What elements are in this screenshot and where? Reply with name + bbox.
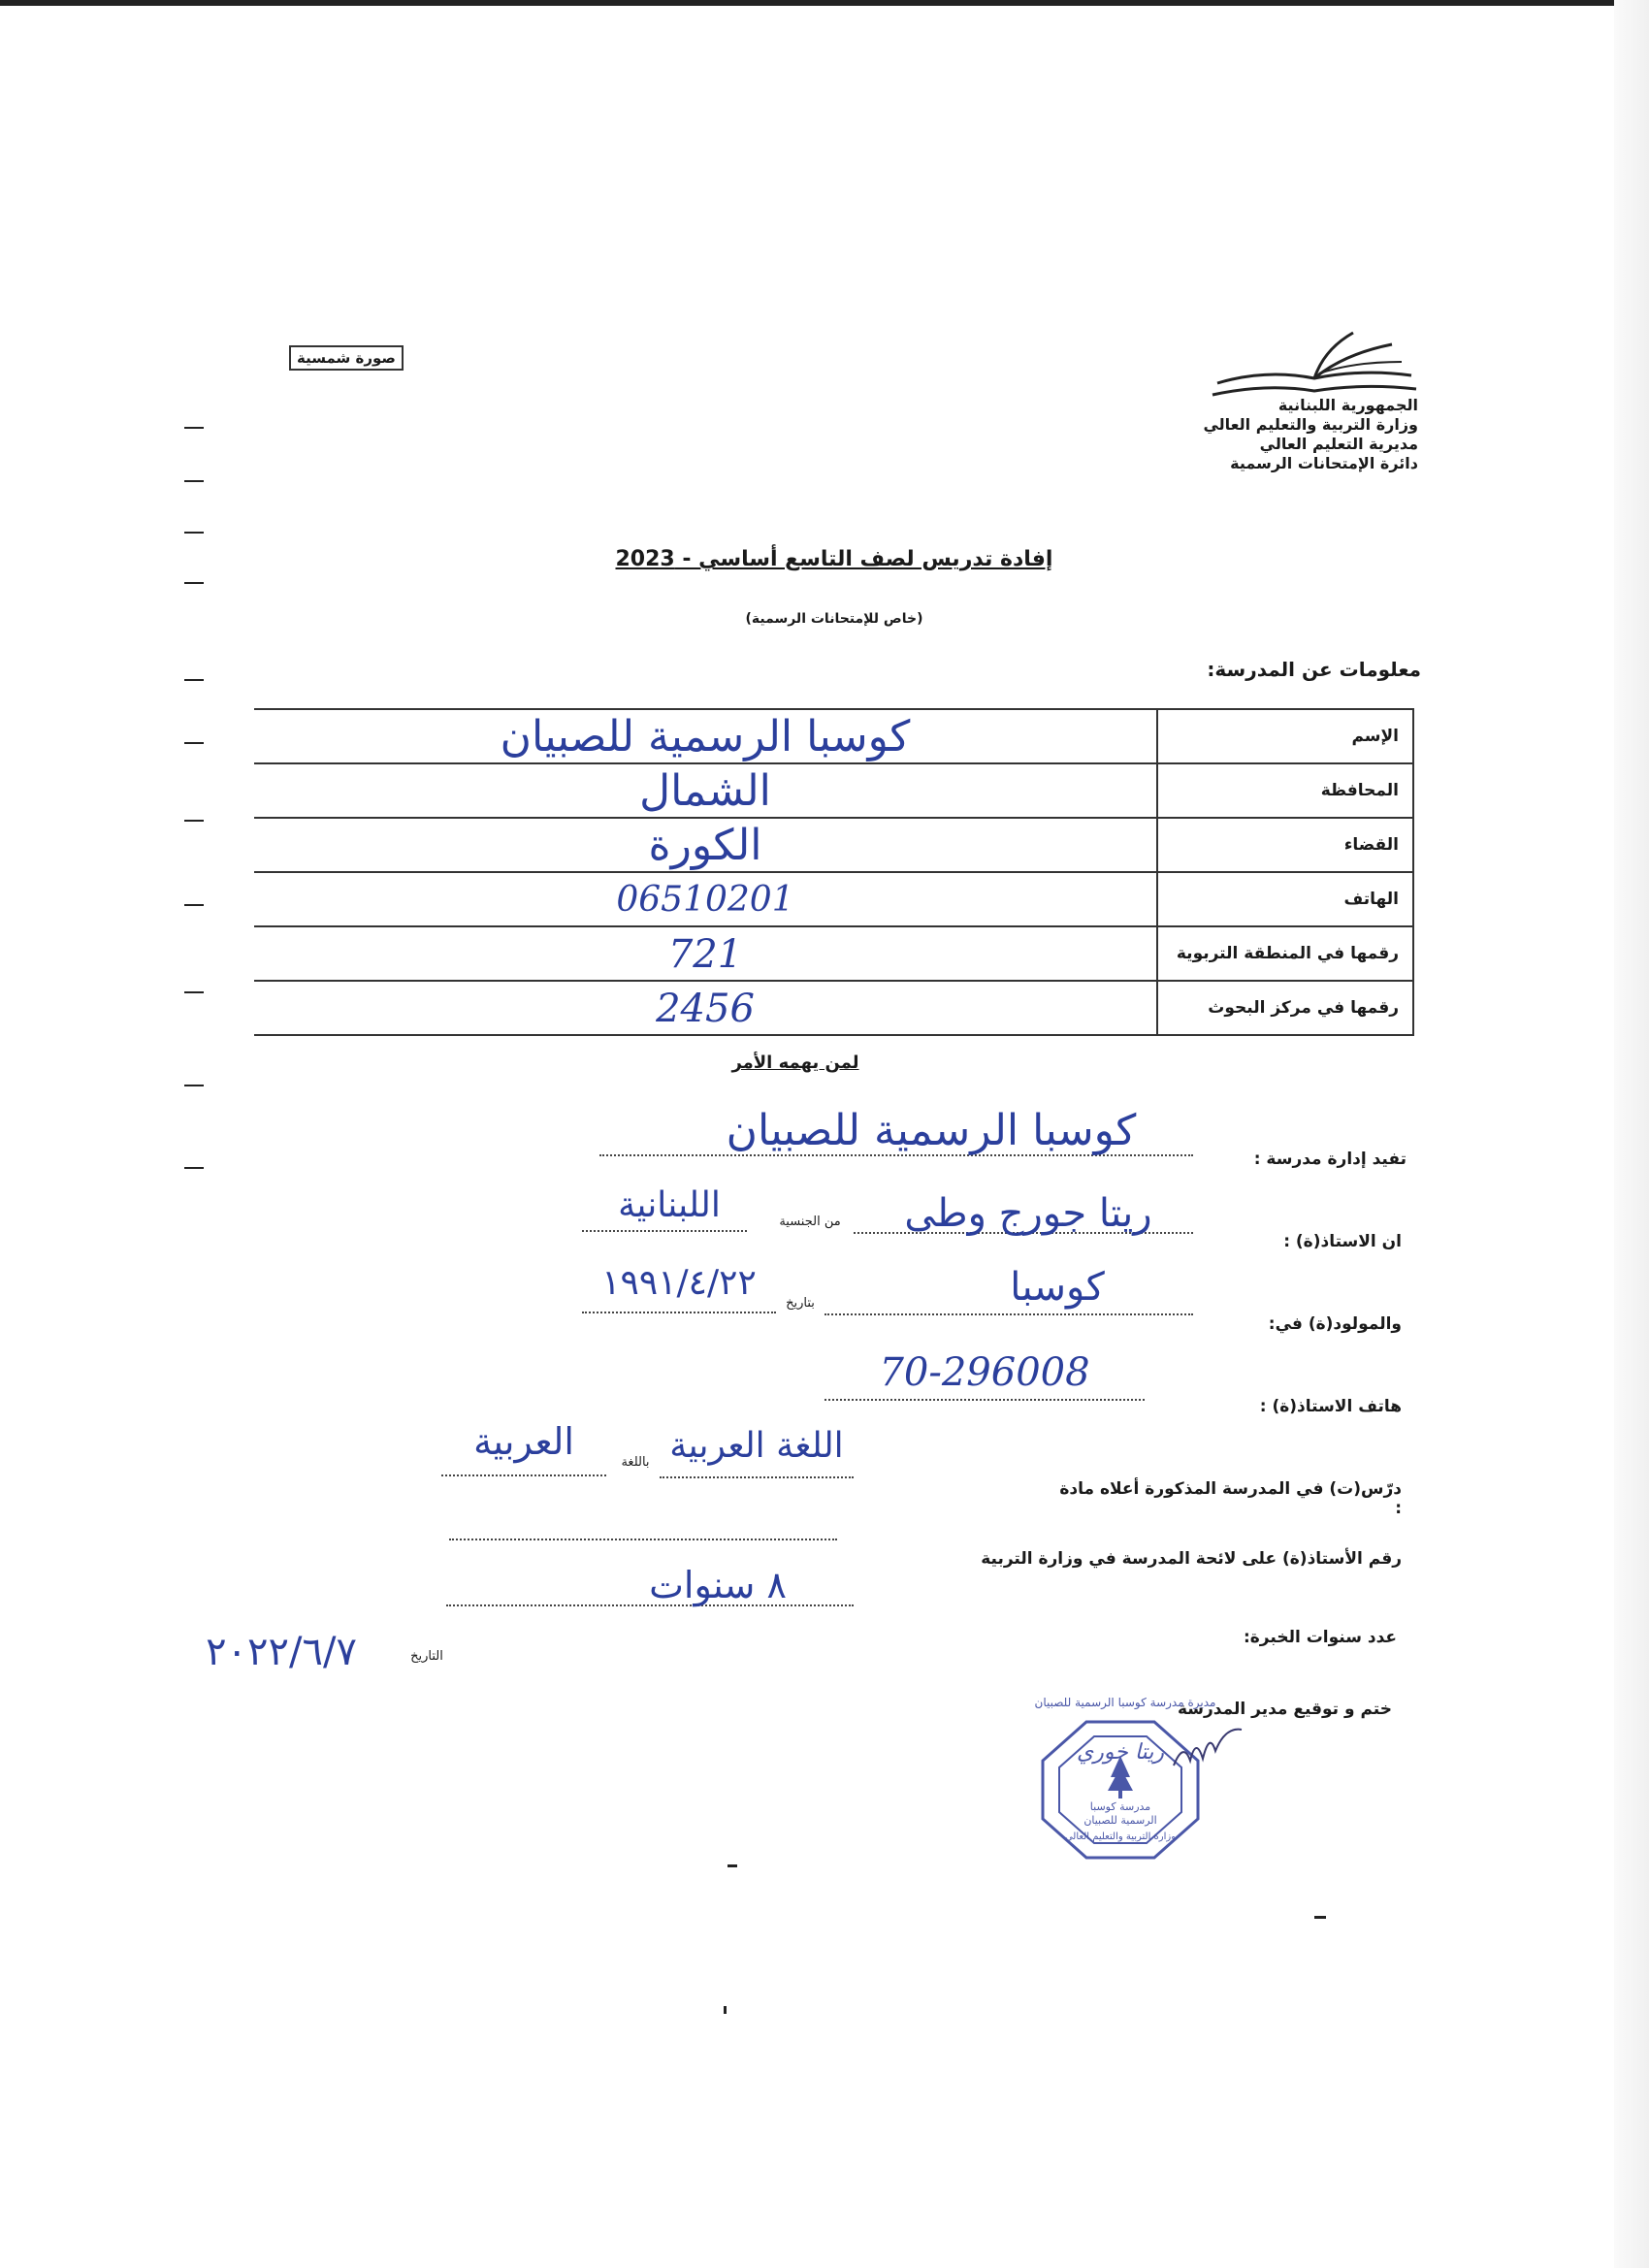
scan-mark (728, 1864, 737, 1867)
governorate-value: الشمال (639, 766, 771, 816)
subject-value: اللغة العربية (669, 1426, 844, 1466)
born-label: والمولود(ة) في: (1268, 1314, 1402, 1334)
document-title: إفادة تدريس لصف التاسع أساسي - 2023 (615, 547, 1053, 571)
experience-label: عدد سنوات الخبرة: (1243, 1628, 1397, 1647)
header-department: دائرة الإمتحانات الرسمية (1230, 454, 1418, 472)
research-center-number-value: 2456 (656, 987, 755, 1031)
copy-stamp-text: صورة شمسية (297, 349, 396, 367)
school-info-table (254, 708, 1414, 1036)
teacher-phone-line (824, 1397, 1145, 1401)
table-row (254, 926, 1413, 981)
table-row (254, 818, 1413, 872)
table-cell-value (254, 872, 1157, 926)
header-ministry: وزارة التربية والتعليم العالي (1203, 415, 1418, 434)
language-value: العربية (473, 1420, 574, 1463)
date-label: بتاريخ (786, 1296, 815, 1311)
margin-tick (184, 904, 204, 906)
teacher-label: ان الاستاذ(ة) : (1283, 1232, 1402, 1251)
table-cell-value (254, 709, 1157, 763)
table-row (254, 763, 1413, 818)
margin-tick (184, 532, 204, 534)
born-place-value: كوسبا (1010, 1265, 1105, 1310)
stamp-top-text: مديرة مدرسة كوسبا الرسمية للصبيان (1034, 1696, 1216, 1709)
table-cell-label: المحافظة (1157, 763, 1413, 818)
table-cell-value (254, 926, 1157, 981)
table-cell-value (254, 981, 1157, 1035)
taught-label: درّس(ت) في المدرسة المذكورة أعلاه مادة : (1059, 1479, 1402, 1518)
copy-stamp (289, 345, 404, 371)
scan-mark (1314, 1916, 1326, 1919)
school-name-value: كوسبا الرسمية للصبيان (500, 712, 911, 761)
table-row (254, 872, 1413, 926)
born-place-line (824, 1312, 1193, 1315)
table-cell-label: الإسم (1157, 709, 1413, 763)
table-cell-label: الهاتف (1157, 872, 1413, 926)
language-line (441, 1473, 606, 1476)
table-cell-value (254, 763, 1157, 818)
margin-tick (184, 480, 204, 482)
header-block (1183, 396, 1418, 473)
ministry-number-label: رقم الأستاذ(ة) على لائحة المدرسة في وزارة التربية (981, 1549, 1402, 1569)
teacher-phone-value: 70-296008 (879, 1350, 1090, 1395)
table-cell-value (254, 818, 1157, 872)
scan-top-edge (0, 0, 1649, 6)
experience-value: ٨ سنوات (649, 1564, 787, 1606)
date-field-label: التاريخ (410, 1649, 443, 1664)
ministry-number-line (449, 1537, 837, 1540)
table-row (254, 709, 1413, 763)
nationality-label: من الجنسية (779, 1215, 841, 1229)
birth-date-line (582, 1310, 776, 1313)
birth-date-value: ١٩٩١/٤/٢٢ (601, 1263, 757, 1303)
stamp-middle2: الرسمية للصبيان (1083, 1814, 1157, 1827)
teacher-value: ريتا جورج وطى (904, 1191, 1152, 1236)
table-row (254, 981, 1413, 1035)
table-cell-label: رقمها في المنطقة التربوية (1157, 926, 1413, 981)
table-cell-label: القضاء (1157, 818, 1413, 872)
edu-zone-number-value: 721 (667, 932, 743, 977)
subject-line (660, 1474, 854, 1478)
school-admin-label: تفيد إدارة مدرسة : (1253, 1150, 1406, 1169)
stamp-middle: مدرسة كوسبا (1089, 1800, 1151, 1813)
district-value: الكورة (648, 821, 762, 870)
scan-right-edge (1614, 0, 1649, 2268)
document-subtitle: (خاص للإمتحانات الرسمية) (745, 611, 923, 627)
margin-tick (184, 820, 204, 822)
language-label: باللغة (621, 1455, 650, 1470)
table-cell-label: رقمها في مركز البحوث (1157, 981, 1413, 1035)
scan-mark (724, 2006, 727, 2014)
header-directorate: مديرية التعليم العالي (1259, 435, 1418, 453)
teacher-phone-label: هاتف الاستاذ(ة) : (1259, 1397, 1402, 1416)
nationality-value: اللبنانية (618, 1185, 721, 1225)
nationality-line (582, 1228, 747, 1232)
stamp-name: ريتا خوري (1077, 1740, 1164, 1765)
signature-icon (1169, 1722, 1246, 1780)
to-whom-heading: لمن يهمه الأمر (731, 1053, 859, 1073)
header-country: الجمهورية اللبنانية (1277, 396, 1418, 414)
ministry-logo-icon (1208, 325, 1421, 403)
margin-tick (184, 679, 204, 681)
margin-tick (184, 1085, 204, 1086)
margin-tick (184, 991, 204, 993)
school-section-title: معلومات عن المدرسة: (1207, 658, 1421, 681)
margin-tick (184, 582, 204, 584)
date-field-value: ٢٠٢٢/٦/٧ (206, 1630, 357, 1674)
margin-tick (184, 427, 204, 429)
stamp-bottom: وزارة التربية والتعليم العالي (1064, 1831, 1177, 1842)
school-admin-value: كوسبا الرسمية للصبيان (726, 1106, 1137, 1155)
margin-tick (184, 742, 204, 744)
margin-tick (184, 1167, 204, 1169)
signature-label: ختم و توقيع مدير المدرسة (1177, 1700, 1392, 1719)
phone-value: 06510201 (616, 880, 794, 920)
